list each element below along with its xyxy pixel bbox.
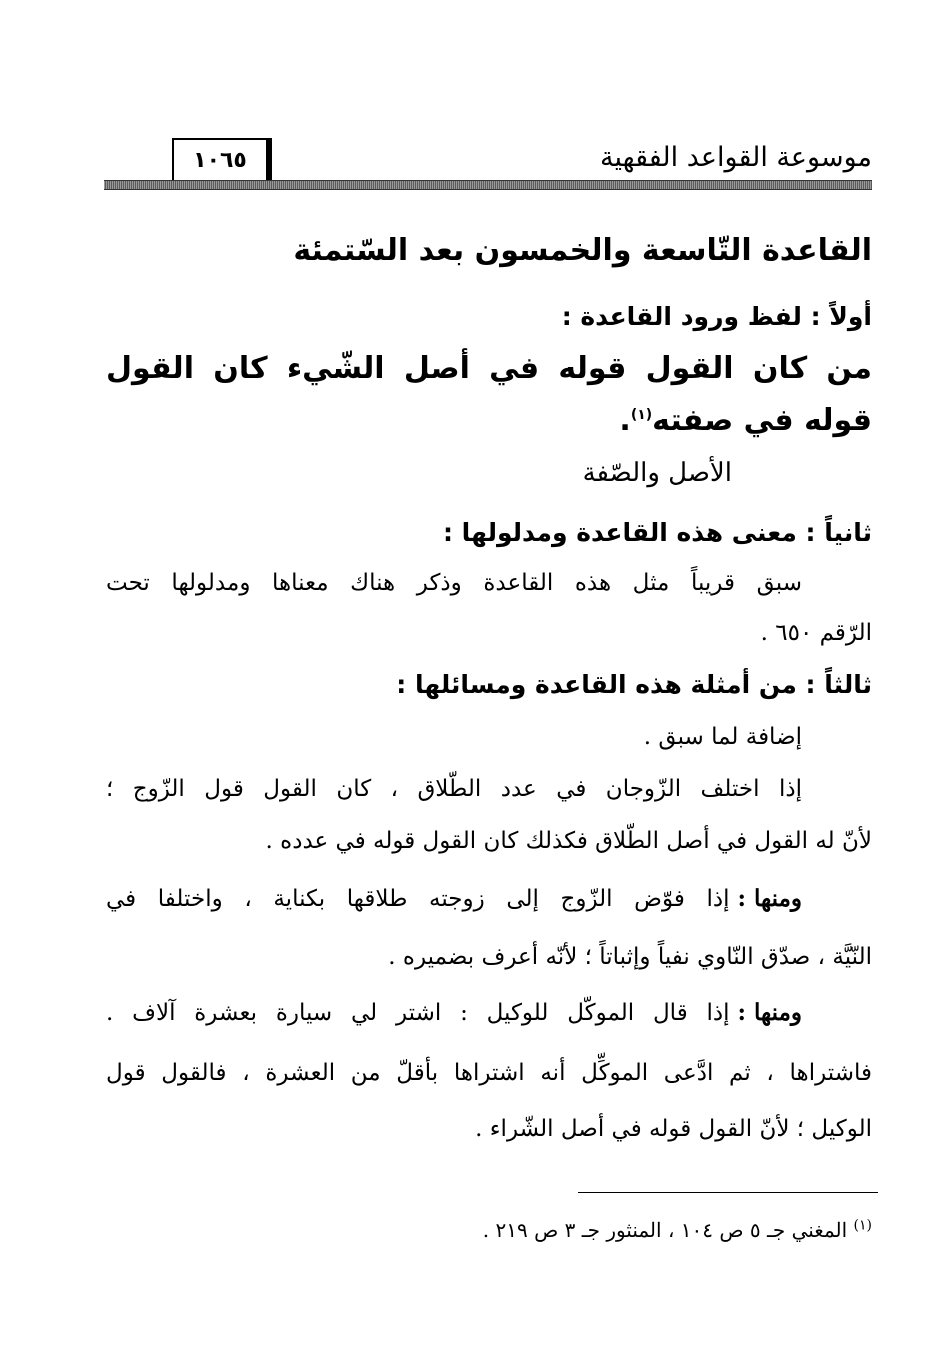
- example-3-line-3: الوكيل ؛ لأنّ القول قوله في أصل الشّراء .: [475, 1116, 872, 1142]
- page-number-box: [172, 138, 272, 182]
- example-2-line-2: النّيَّة ، صدّق النّاوي نفياً وإثباتاً ؛ لأنّه أعرف بضميره .: [388, 944, 872, 970]
- example-1-line-1: إذا اختلف الزّوجان في عدد الطّلاق ، كان القول قول الزّوج ؛: [106, 776, 802, 802]
- footnote-rule: [578, 1192, 878, 1193]
- example-3-line-1: [106, 990, 802, 1036]
- example-3-line-2: فاشتراها ، ثم ادَّعى الموكِّل أنه اشتراها بأقلّ من العشرة ، فالقول قول: [106, 1060, 872, 1086]
- example-1-line-2: لأنّ له القول في أصل الطّلاق فكذلك كان القول قوله في عدده .: [265, 828, 872, 854]
- rule-text-line-2: [619, 398, 872, 444]
- example-3-lead: ومنها :: [737, 999, 802, 1026]
- example-2-line-1-text: إذا فوّض الزّوج إلى زوجته طلاقها بكناية ، واختلفا في: [106, 886, 730, 912]
- example-2-lead: ومنها :: [737, 885, 802, 912]
- examples-intro: إضافة لما سبق .: [643, 724, 802, 750]
- rule-text-line-2-text: قوله في صفته: [652, 403, 872, 438]
- meaning-line-1: سبق قريباً مثل هذه القاعدة وذكر هناك معناها ومدلولها تحت: [106, 570, 802, 596]
- header-rule: [104, 180, 872, 190]
- section-label-third: ثالثاً : من أمثلة هذه القاعدة ومسائلها :: [396, 670, 872, 699]
- running-header-title: موسوعة القواعد الفقهية: [600, 142, 872, 173]
- rule-heading: القاعدة التّاسعة والخمسون بعد السّتمئة: [293, 233, 872, 268]
- rule-text-end: .: [619, 403, 631, 438]
- footnote-number: (١): [853, 1217, 872, 1234]
- page-number: ١٠٦٥: [193, 147, 247, 173]
- example-3-line-1-text: إذا قال الموكّل للوكيل : اشتر لي سيارة بعشرة آلاف .: [106, 1000, 730, 1026]
- rule-text-line-1: من كان القول قوله في أصل الشّيء كان القول: [106, 351, 872, 386]
- section-label-first: أولاً : لفظ ورود القاعدة :: [561, 302, 872, 331]
- rule-keywords: الأصل والصّفة: [582, 458, 732, 488]
- example-2-line-1: [106, 876, 802, 922]
- footnote-text: المغني جـ ٥ ص ١٠٤ ، المنثور جـ ٣ ص ٢١٩ .: [482, 1218, 848, 1242]
- footnote: [483, 1210, 872, 1250]
- footnote-marker: (١): [630, 407, 653, 423]
- section-label-second: ثانياً : معنى هذه القاعدة ومدلولها :: [442, 518, 872, 547]
- meaning-line-2: الرّقم ٦٥٠ .: [760, 620, 872, 646]
